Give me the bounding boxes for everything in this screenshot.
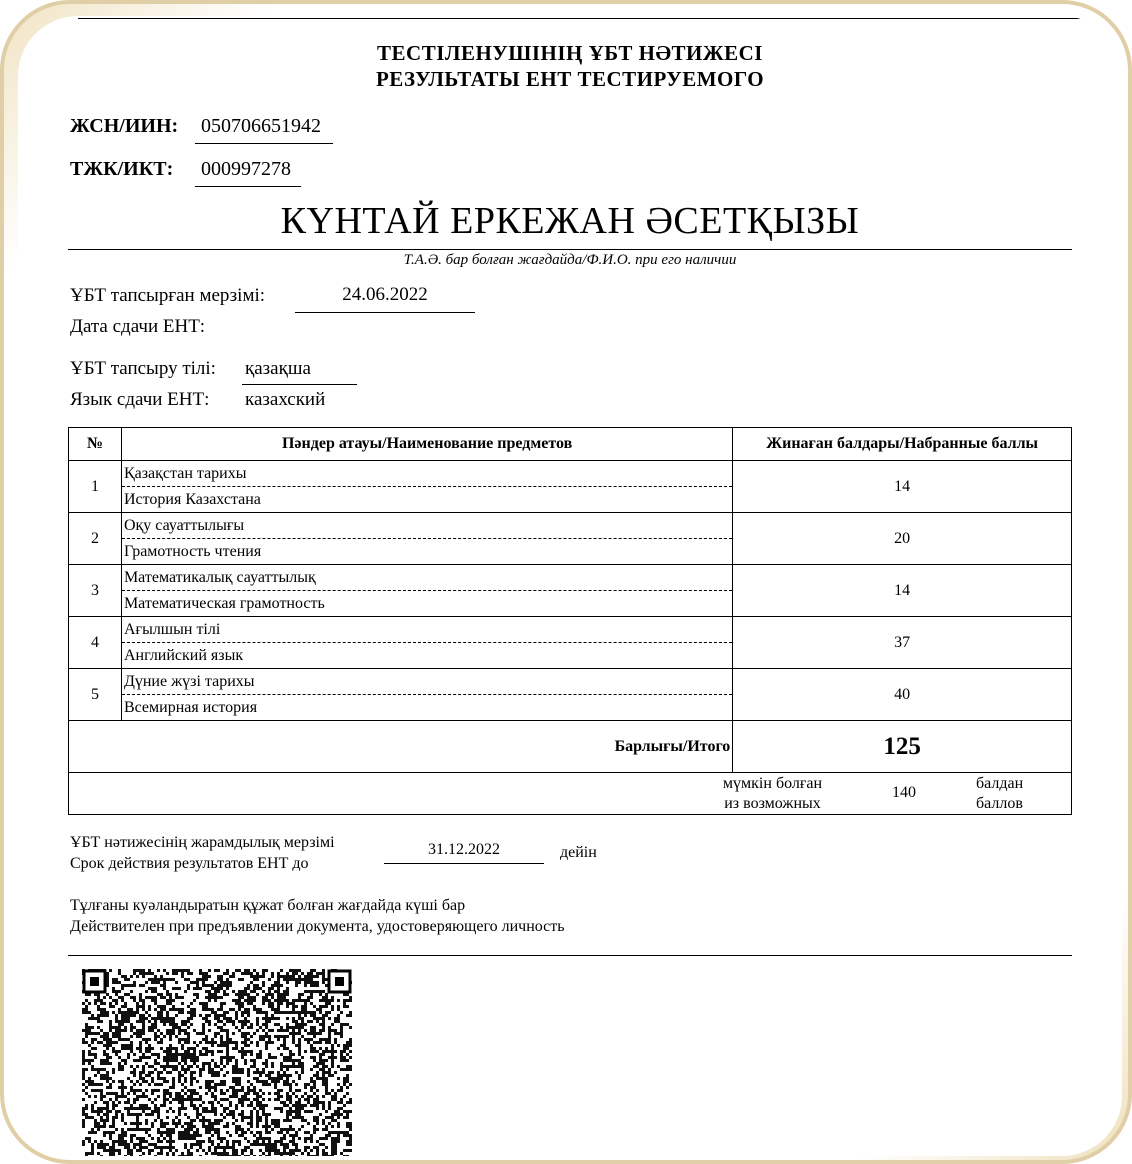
- validity-label-kz: ҰБТ нәтижесінің жарамдылық мерзімі: [70, 834, 335, 851]
- exam-lang-value-kz: қазақша: [242, 358, 357, 385]
- bottom-rule: [68, 955, 1072, 956]
- full-name: КҮНТАЙ ЕРКЕЖАН ӘСЕТҚЫЗЫ: [280, 200, 860, 242]
- col-subject-header: Пәндер атауы/Наименование предметов: [121, 428, 732, 461]
- row-num: 2: [69, 513, 122, 565]
- results-table: [68, 427, 1072, 815]
- exam-date-value: 24.06.2022: [295, 284, 475, 313]
- table-row: [69, 461, 1072, 513]
- exam-date-label-kz: ҰБТ тапсырған мерзімі:: [70, 285, 266, 306]
- total-label: Барлығы/Итого: [69, 721, 733, 773]
- row-subject: [121, 461, 732, 513]
- subject-ru: Грамотность чтения: [123, 543, 262, 560]
- table-row: [69, 565, 1072, 617]
- row-subject: [121, 513, 732, 565]
- col-num-header: №: [69, 428, 122, 461]
- subject-ru: Английский язык: [123, 647, 244, 664]
- possible-cell: [69, 773, 1072, 815]
- row-score: 20: [733, 513, 1072, 565]
- subject-kz: Дүние жүзі тарихы: [122, 669, 732, 695]
- name-note: Т.А.Ә. бар болған жағдайда/Ф.И.О. при его наличии: [403, 252, 737, 268]
- total-value: 125: [733, 721, 1072, 773]
- row-subject: [121, 617, 732, 669]
- table-row: [69, 669, 1072, 721]
- subject-kz: Оқу сауаттылығы: [122, 513, 732, 539]
- row-num: 3: [69, 565, 122, 617]
- possible-label-ru: из возможных: [724, 795, 821, 812]
- row-num: 1: [69, 461, 122, 513]
- possible-unit-kz: балдан: [976, 775, 1024, 792]
- validity-label: [70, 832, 335, 874]
- col-score-header: Жинаған балдары/Набранные баллы: [733, 428, 1072, 461]
- ikt-value: 000997278: [195, 158, 301, 187]
- row-subject: [121, 669, 732, 721]
- subject-kz: Математикалық сауаттылық: [122, 565, 732, 591]
- title-kz: ТЕСТІЛЕНУШІНІҢ ҰБТ НӘТИЖЕСІ: [377, 41, 763, 65]
- notice-ru: Действителен при предъявлении документа, удостоверяющего личность: [70, 918, 565, 935]
- table-row: [69, 617, 1072, 669]
- possible-label: [715, 774, 830, 814]
- notice: [70, 895, 565, 937]
- exam-lang-value-ru: казахский: [245, 389, 326, 410]
- subject-kz: Ағылшын тілі: [122, 617, 732, 643]
- top-rule: [78, 18, 1088, 19]
- row-score: 40: [733, 669, 1072, 721]
- ikt-label: ТЖК/ИКТ:: [70, 158, 174, 180]
- title-ru: РЕЗУЛЬТАТЫ ЕНТ ТЕСТИРУЕМОГО: [375, 67, 765, 91]
- table-row: [69, 513, 1072, 565]
- exam-lang-label-kz: ҰБТ тапсыру тілі:: [70, 358, 216, 379]
- iin-label: ЖСН/ИИН:: [70, 115, 179, 137]
- total-row: [69, 721, 1072, 773]
- possible-label-kz: мүмкін болған: [722, 775, 823, 792]
- possible-unit-ru: баллов: [976, 795, 1023, 812]
- row-score: 14: [733, 565, 1072, 617]
- possible-value: 140: [892, 784, 916, 801]
- subject-ru: История Казахстана: [123, 491, 261, 508]
- row-num: 4: [69, 617, 122, 669]
- row-subject: [121, 565, 732, 617]
- subject-ru: Математическая грамотность: [123, 595, 325, 612]
- subject-ru: Всемирная история: [123, 699, 258, 716]
- possible-row: [69, 773, 1072, 815]
- row-num: 5: [69, 669, 122, 721]
- row-score: 14: [733, 461, 1072, 513]
- validity-date: 31.12.2022: [384, 841, 544, 864]
- validity-label-ru: Срок действия результатов ЕНТ до: [70, 855, 309, 872]
- exam-date-label-ru: Дата сдачи ЕНТ:: [70, 316, 206, 337]
- row-score: 37: [733, 617, 1072, 669]
- subject-kz: Қазақстан тарихы: [122, 461, 732, 487]
- name-rule: [68, 249, 1072, 250]
- iin-value: 050706651942: [195, 115, 333, 144]
- exam-lang-label-ru: Язык сдачи ЕНТ:: [70, 389, 210, 410]
- possible-unit: [976, 774, 1023, 814]
- validity-suffix: дейін: [560, 844, 597, 861]
- table-header-row: [69, 428, 1072, 461]
- notice-kz: Тұлғаны куәландыратын құжат болған жағдайда күші бар: [70, 897, 466, 914]
- qr-code-icon: [82, 969, 352, 1156]
- certificate-page: [18, 16, 1122, 1156]
